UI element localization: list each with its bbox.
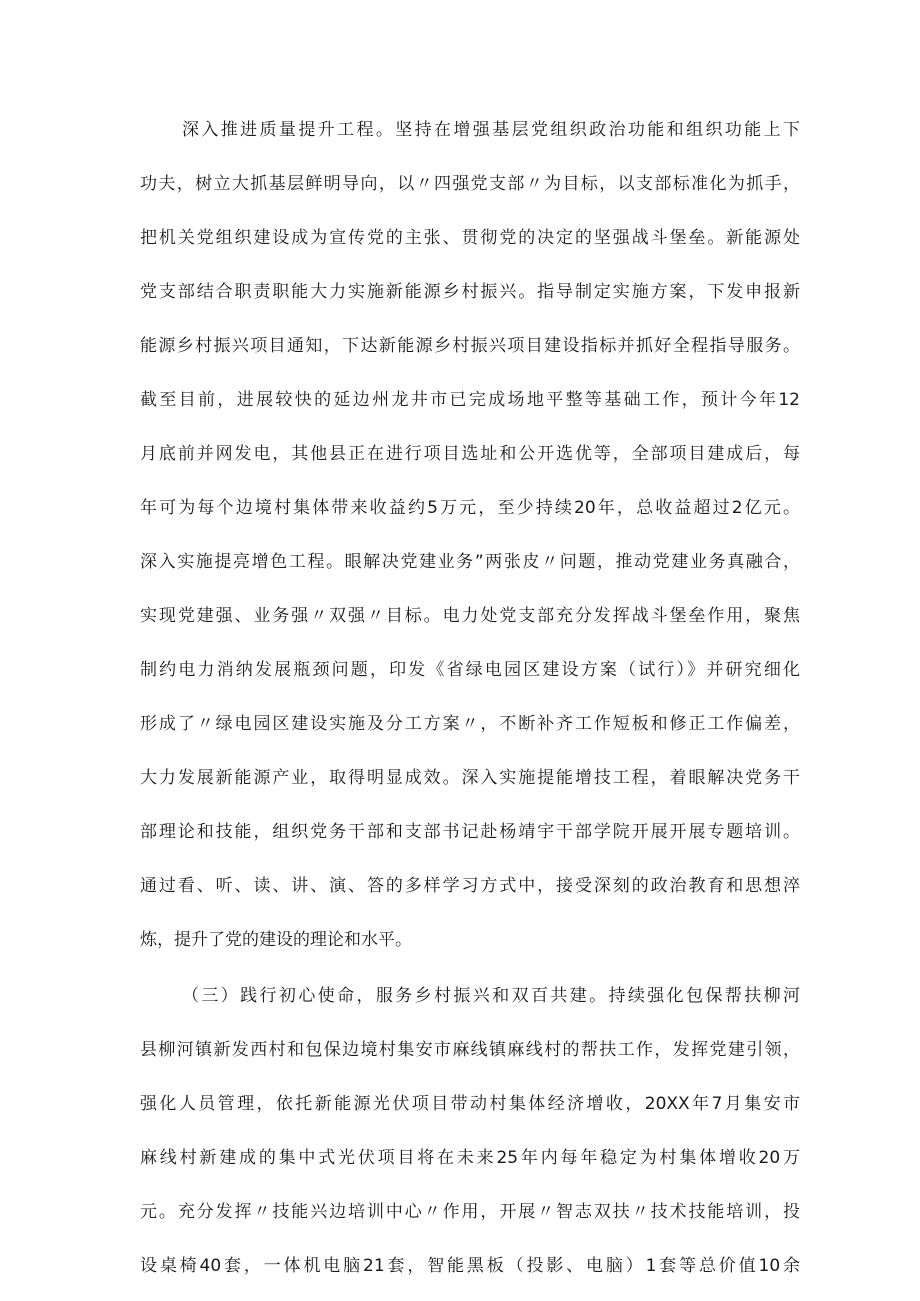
paragraph-line: 部理论和技能，组织党务干部和支部书记赴杨靖宇干部学院开展开展专题培训。 (140, 822, 800, 842)
paragraph-line: 元。充分发挥〃技能兴边培训中心〃作用，开展〃智志双扶〃技术技能培训，投 (140, 1202, 800, 1222)
paragraph-line: 形成了〃绿电园区建设实施及分工方案〃，不断补齐工作短板和修正工作偏差， (140, 714, 800, 734)
paragraph-line: 通过看、听、读、讲、演、答的多样学习方式中，接受深刻的政治教育和思想淬 (140, 876, 800, 896)
paragraph-line: 深入推进质量提升工程。坚持在增强基层党组织政治功能和组织功能上下 (182, 120, 800, 140)
paragraph-line: 县柳河镇新发西村和包保边境村集安市麻线镇麻线村的帮扶工作，发挥党建引领， (140, 1040, 800, 1060)
paragraph-line: 实现党建强、业务强〃双强〃目标。电力处党支部充分发挥战斗堡垒作用，聚焦 (140, 606, 800, 626)
paragraph-line: （三）践行初心使命，服务乡村振兴和双百共建。持续强化包保帮扶柳河 (182, 986, 800, 1006)
paragraph-line: 炼，提升了党的建设的理论和水平。 (140, 930, 412, 950)
paragraph-line: 年可为每个边境村集体带来收益约5万元，至少持续20年，总收益超过2亿元。 (140, 498, 800, 518)
paragraph-line: 大力发展新能源产业，取得明显成效。深入实施提能增技工程，着眼解决党务干 (140, 768, 800, 788)
paragraph-line: 功夫，树立大抓基层鲜明导向，以〃四强党支部〃为目标，以支部标准化为抓手， (140, 174, 800, 194)
paragraph-line: 月底前并网发电，其他县正在进行项目选址和公开选优等，全部项目建成后，每 (140, 444, 800, 464)
paragraph-line: 截至目前，进展较快的延边州龙井市已完成场地平整等基础工作，预计今年12 (140, 390, 800, 410)
paragraph-line: 麻线村新建成的集中式光伏项目将在未来25年内每年稳定为村集体增收20万 (140, 1148, 800, 1168)
paragraph-line: 能源乡村振兴项目通知，下达新能源乡村振兴项目建设指标并抓好全程指导服务。 (140, 336, 800, 356)
paragraph-line: 设桌椅40套，一体机电脑21套，智能黑板（投影、电脑）1套等总价值10余 (140, 1256, 800, 1276)
paragraph-line: 深入实施提亮增色工程。眼解决党建业务”两张皮〃问题，推动党建业务真融合， (140, 552, 800, 572)
paragraph-line: 把机关党组织建设成为宣传党的主张、贯彻党的决定的坚强战斗堡垒。新能源处 (140, 228, 800, 248)
paragraph-line: 强化人员管理，依托新能源光伏项目带动村集体经济增收，20XX年7月集安市 (140, 1094, 800, 1114)
paragraph-line: 党支部结合职责职能大力实施新能源乡村振兴。指导制定实施方案，下发申报新 (140, 282, 800, 302)
paragraph-line: 制约电力消纳发展瓶颈问题，印发《省绿电园区建设方案（试行）》并研究细化 (140, 660, 800, 680)
